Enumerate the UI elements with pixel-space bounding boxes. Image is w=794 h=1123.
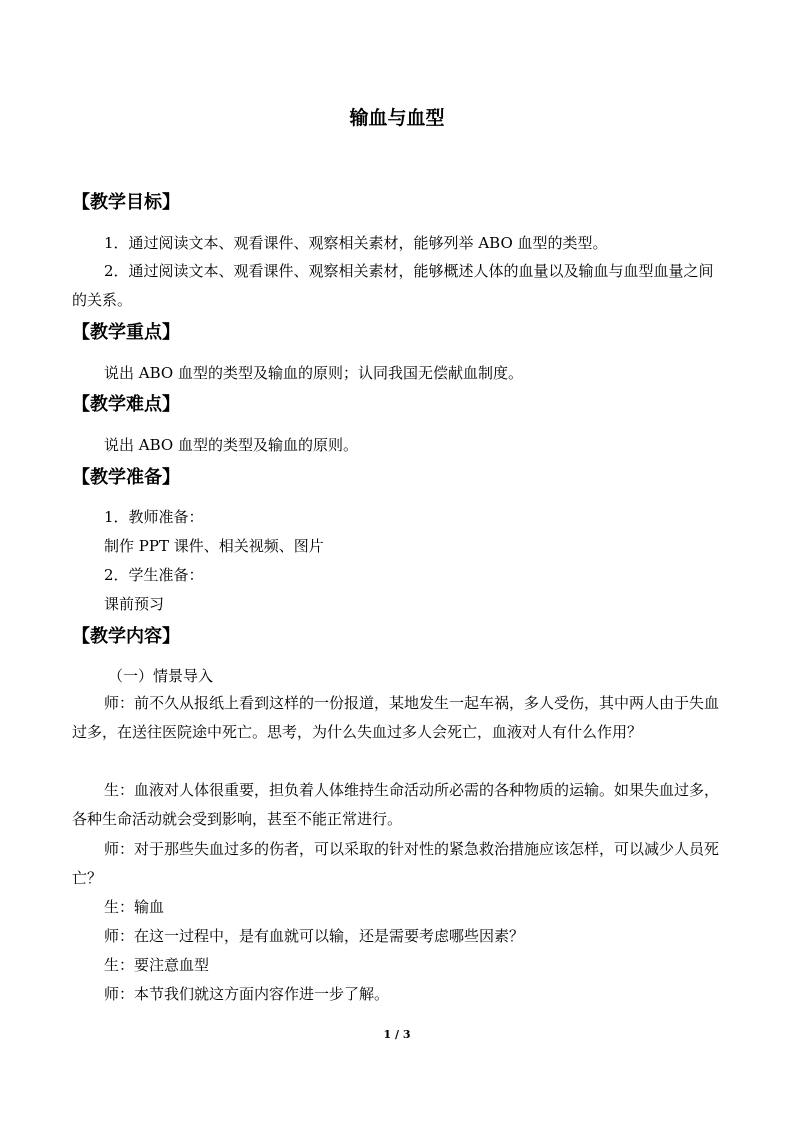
student-prep-text: 课前预习 xyxy=(104,595,165,613)
dialogue-2: 生：血液对人体很重要，担负着人体维持生命活动所必需的各种物质的运输。如果失血过多，各种生命活动就会受到影响，甚至不能正常进行。 xyxy=(72,781,720,828)
teacher-prep-text: 制作 PPT 课件、相关视频、图片 xyxy=(104,537,324,555)
student-prep-label: 2．学生准备： xyxy=(104,566,204,584)
teacher-prep-label: 1．教师准备： xyxy=(104,508,204,526)
heading-key-points: 【教学重点】 xyxy=(72,322,180,343)
objective-item-2: 2．通过阅读文本、观看课件、观察相关素材，能够概述人体的血量以及输血与血型血量之间的关系。 xyxy=(72,262,714,309)
heading-content: 【教学内容】 xyxy=(72,626,180,647)
dialogue-5: 师：在这一过程中，是有血就可以输，还是需要考虑哪些因素？ xyxy=(104,927,525,945)
subsection-intro: （一）情景导入 xyxy=(108,667,214,685)
key-points-text: 说出 ABO 血型的类型及输血的原则；认同我国无偿献血制度。 xyxy=(104,364,523,382)
page-number: 1 / 3 xyxy=(383,1028,411,1041)
dialogue-1: 师：前不久从报纸上看到这样的一份报道，某地发生一起车祸，多人受伤，其中两人由于失血过多，在送往医院途中死亡。思考，为什么失血过多人会死亡，血液对人有什么作用？ xyxy=(72,694,720,741)
objective-item-1: 1．通过阅读文本、观看课件、观察相关素材，能够列举 ABO 血型的类型。 xyxy=(104,234,608,252)
dialogue-4: 生：输血 xyxy=(104,898,165,916)
heading-objectives: 【教学目标】 xyxy=(72,192,180,213)
heading-difficulties: 【教学难点】 xyxy=(72,394,180,415)
heading-preparation: 【教学准备】 xyxy=(72,467,180,488)
dialogue-3: 师：对于那些失血过多的伤者，可以采取的针对性的紧急救治措施应该怎样，可以减少人员死亡？ xyxy=(72,840,720,887)
difficulties-text: 说出 ABO 血型的类型及输血的原则。 xyxy=(104,436,358,454)
dialogue-6: 生：要注意血型 xyxy=(104,956,210,974)
document-title: 输血与血型 xyxy=(349,107,445,129)
dialogue-7: 师：本节我们就这方面内容作进一步了解。 xyxy=(104,985,390,1003)
